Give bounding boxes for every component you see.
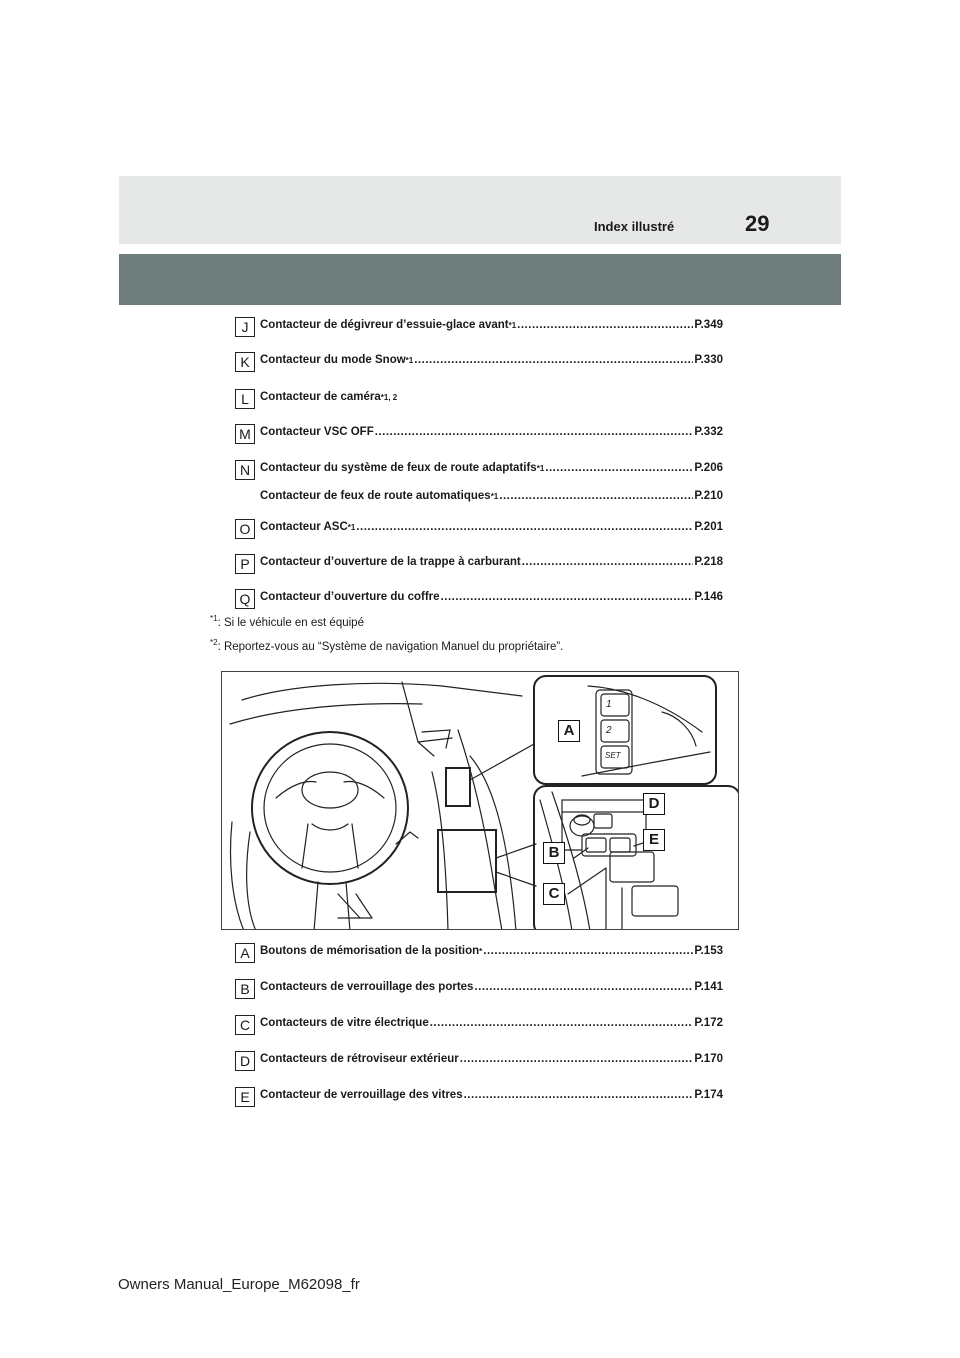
- index-entry-k: [233, 352, 723, 372]
- entry-text: Contacteur du mode Snow: [260, 354, 406, 366]
- index-entry-n: [233, 460, 723, 480]
- entry-letter: P: [235, 554, 255, 574]
- index-entry-p: [233, 554, 723, 574]
- footnote-text: : Reportez-vous au “Système de navigation Manuel du propriétaire”.: [217, 640, 564, 653]
- entry-letter: O: [235, 519, 255, 539]
- callout-label: C: [543, 883, 565, 905]
- memory-button-label: 2: [606, 725, 612, 736]
- entry-text: Contacteur de feux de route automatiques: [260, 490, 491, 502]
- entry-page-ref[interactable]: P.153: [694, 945, 723, 957]
- footnote-text: : Si le véhicule en est équipé: [217, 616, 364, 629]
- entry-letter: M: [235, 424, 255, 444]
- entry-sup: *1: [347, 523, 356, 532]
- entry-sup: *: [479, 947, 483, 956]
- entry-page-ref[interactable]: P.141: [694, 981, 723, 993]
- entry-page-ref[interactable]: P.206: [694, 462, 723, 474]
- entry-text: Contacteur d’ouverture du coffre: [260, 591, 440, 603]
- header-band: [119, 176, 841, 244]
- callout-label: A: [558, 720, 580, 742]
- page-number: 29: [745, 211, 770, 236]
- entry-letter: C: [235, 1015, 255, 1035]
- entry-text: Contacteur de dégivreur d’essuie-glace avant: [260, 319, 509, 331]
- entry-text: Contacteur VSC OFF: [260, 426, 374, 438]
- index-entry-b: [233, 979, 723, 999]
- index-entry-q: [233, 589, 723, 609]
- entry-page-ref[interactable]: P.170: [694, 1053, 723, 1065]
- entry-page-ref[interactable]: P.349: [694, 319, 723, 331]
- index-entry-m: [233, 424, 723, 444]
- entry-text: Contacteurs de verrouillage des portes: [260, 981, 474, 993]
- index-entry-j: [233, 317, 723, 337]
- index-entry-c: [233, 1015, 723, 1035]
- index-entry-a: [233, 943, 723, 963]
- entry-sup: *1: [536, 464, 545, 473]
- index-entry-l: [233, 389, 723, 409]
- entry-page-ref[interactable]: P.332: [694, 426, 723, 438]
- entry-letter: Q: [235, 589, 255, 609]
- callout-label: B: [543, 842, 565, 864]
- entry-page-ref[interactable]: P.201: [694, 521, 723, 533]
- footnote-mark: *1: [210, 614, 218, 623]
- index-entry-e: [233, 1087, 723, 1107]
- entry-page-ref[interactable]: P.146: [694, 591, 723, 603]
- index-entry-d: [233, 1051, 723, 1071]
- footer-text: Owners Manual_Europe_M62098_fr: [118, 1276, 360, 1293]
- index-entry-n-sub: [233, 488, 723, 508]
- footnote-2: [210, 638, 563, 653]
- section-title: Index illustré: [594, 219, 675, 234]
- entry-page-ref[interactable]: P.172: [694, 1017, 723, 1029]
- entry-page-ref[interactable]: P.330: [694, 354, 723, 366]
- memory-button-label: SET: [605, 751, 621, 760]
- footnote-mark: *2: [210, 638, 218, 647]
- entry-text: Contacteur du système de feux de route adaptatifs: [260, 462, 537, 474]
- entry-letter: J: [235, 317, 255, 337]
- entry-text: Contacteur ASC: [260, 521, 348, 533]
- entry-sup: *1: [490, 492, 499, 501]
- entry-letter: E: [235, 1087, 255, 1107]
- entry-text: Boutons de mémorisation de la position: [260, 945, 480, 957]
- entry-sup: *1: [508, 321, 517, 330]
- memory-button-label: 1: [606, 699, 612, 710]
- entry-sup: *1, 2: [380, 393, 398, 402]
- entry-text: Contacteur de verrouillage des vitres: [260, 1089, 463, 1101]
- entry-letter: B: [235, 979, 255, 999]
- entry-page-ref[interactable]: P.218: [694, 556, 723, 568]
- entry-page-ref[interactable]: P.210: [694, 490, 723, 502]
- entry-letter: L: [235, 389, 255, 409]
- entry-letter: N: [235, 460, 255, 480]
- entry-sup: *1: [405, 356, 414, 365]
- callout-label: D: [643, 793, 665, 815]
- header-bar: [119, 254, 841, 305]
- entry-text: Contacteurs de vitre électrique: [260, 1017, 429, 1029]
- footnote-1: [210, 614, 364, 629]
- dashboard-illustration: [221, 671, 739, 930]
- entry-letter: D: [235, 1051, 255, 1071]
- index-entry-o: [233, 519, 723, 539]
- entry-page-ref[interactable]: P.174: [694, 1089, 723, 1101]
- entry-text: Contacteur d’ouverture de la trappe à carburant: [260, 556, 521, 568]
- entry-text: Contacteurs de rétroviseur extérieur: [260, 1053, 459, 1065]
- entry-letter: K: [235, 352, 255, 372]
- entry-text: Contacteur de caméra: [260, 391, 381, 403]
- callout-label: E: [643, 829, 665, 851]
- entry-letter: A: [235, 943, 255, 963]
